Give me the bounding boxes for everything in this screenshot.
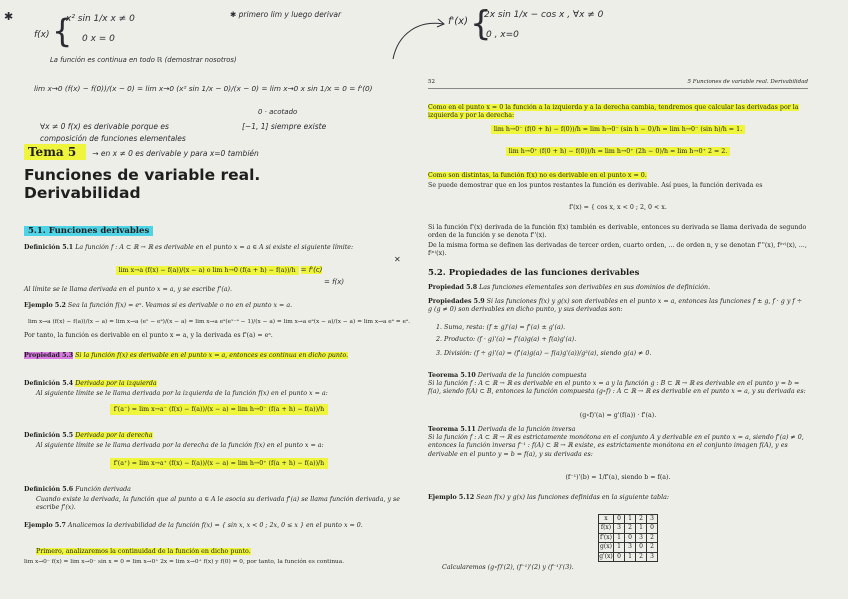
thm-5-11-text: Si la función f : A ⊂ ℝ → ℝ es estrictamente monótona en el conjunto A y derivable en el punto x = a, siendo f'(a) ≠ 0, entonces la función inversa f⁻¹ : f(A) ⊂ ℝ → ℝ existe, es estrictamente monótona en el conjunto imagen f(A), y es derivable en el punto y = b = f(a), y su derivada es: <box>428 434 804 458</box>
derivability-note-3: → en x ≠ 0 es derivable y para x=0 también <box>92 149 259 158</box>
table-cell: 3 <box>636 533 647 542</box>
derivative-case1: 2x sin 1/x − cos x , ∀x ≠ 0 <box>484 10 604 20</box>
p2-text: Como son distintas, la función f(x) no es derivable en el punto x = 0. <box>428 172 647 179</box>
section-5-1-heading: 5.1. Funciones derivables <box>24 226 153 236</box>
ex-5-12-text: Sean f(x) y g(x) las funciones definidas en la siguiente tabla: <box>476 494 669 501</box>
thm-5-10-title: Derivada de la función compuesta <box>477 372 587 379</box>
section-5-2-heading: 5.2. Propiedades de las funciones derivables <box>428 268 640 278</box>
thm-5-10-label: Teorema 5.10 <box>428 372 476 379</box>
table-cell: f'(x) <box>600 533 612 541</box>
handwritten-fc: = f'(c) <box>300 266 323 274</box>
derivative-brace: { <box>470 4 492 44</box>
def-5-4-formula: f'(a⁻) = lim x→a⁻ (f(x) − f(a))/(x − a) = lim h→0⁻ (f(a + h) − f(a))/h <box>110 404 329 415</box>
table-cell: 3 <box>647 515 658 524</box>
derivability-note-1: ∀x ≠ 0 f(x) es derivable porque es <box>40 122 169 131</box>
p5-text: De la misma forma se definen las derivadas de tercer orden, cuarto orden, ... de orden n, y se denotan f'''(x), f⁽ⁱᵛ⁾(x), ..., f⁽ⁿ⁾(x). <box>428 242 807 258</box>
table-cell: 2 <box>647 533 658 542</box>
fprime-definition: f'(x) = { cos x, x < 0 ; 2, 0 < x. <box>569 204 667 211</box>
bounded-note: 0 · acotado <box>258 108 298 116</box>
table-cell: 0 <box>636 543 647 552</box>
left-derivative-formula: lim h→0⁻ (f(0 + h) − f(0))/h = lim h→0⁻ (sin h − 0)/h = lim h→0⁻ (sin h)/h = 1. <box>491 125 745 134</box>
derivative-lhs: f'(x) <box>448 16 468 27</box>
table-cell: x <box>599 515 614 524</box>
thm-5-10-formula: (g∘f)'(a) = g'(f(a)) · f'(a). <box>579 412 657 419</box>
table-cell: 1 <box>625 552 636 561</box>
def-5-6-label: Definición 5.6 <box>24 486 74 493</box>
ex-5-2-after: Por tanto, la función es derivable en el punto x = a, y la derivada es f'(a) = eᵃ. <box>24 332 273 339</box>
page-number: 52 <box>428 79 435 85</box>
arrow-annotation <box>388 14 448 64</box>
table-cell: 0 <box>625 533 636 542</box>
table-cell: g(x) <box>600 543 612 551</box>
f-definition-lhs: f(x) <box>34 30 50 40</box>
table-cell: 0 <box>614 515 625 524</box>
table-cell: f(x) <box>599 524 614 533</box>
prop-5-8-text: Las funciones elementales son derivables en sus dominios de definición. <box>479 284 711 291</box>
star-mark: ✱ <box>4 10 14 23</box>
derivative-case2: 0 , x=0 <box>486 30 519 40</box>
table-cell: 2 <box>636 515 647 524</box>
rule-sum: 1. Suma, resta: (f ± g)'(a) = f'(a) ± g'(a). <box>436 324 566 331</box>
thm-5-11-label: Teorema 5.11 <box>428 426 476 433</box>
running-header: 5 Funciones de variable real. Derivabilidad <box>687 79 808 85</box>
header-rule <box>428 88 808 89</box>
def-5-4-text: Al siguiente límite se le llama derivada por la izquierda de la función f(x) en el punto x = a: <box>36 390 328 397</box>
chapter-title-line2: Derivabilidad <box>24 184 141 202</box>
table-cell: 2 <box>625 524 636 533</box>
thm-5-11-title: Derivada de la función inversa <box>477 426 576 433</box>
def-5-6-title: Función derivada <box>75 486 131 493</box>
p3-text: Se puede demostrar que en los puntos restantes la función es derivable. Así pues, la función derivada es <box>428 182 763 189</box>
thm-5-10-text: Si la función f : A ⊂ ℝ → ℝ es derivable en el punto x = a y la función g : B ⊂ ℝ → ℝ es derivable en el punto y = b = f(a), siendo f(A) ⊂ B, entonces la función compuesta (g∘f) : A ⊂ ℝ → ℝ es derivable en el punto x = a, y su derivada es: <box>428 380 806 396</box>
def-5-1-after: Al límite se le llama derivada en el punto x = a, y se escribe f'(a). <box>24 286 233 293</box>
order-note: ✱ primero lim y luego derivar <box>230 10 342 19</box>
table-cell: 2 <box>636 552 647 561</box>
table-cell: g'(x) <box>599 552 613 560</box>
f-definition-case1: x² sin 1/x x ≠ 0 <box>66 14 135 24</box>
def-5-1-label: Definición 5.1 <box>24 244 74 251</box>
values-table <box>598 514 658 562</box>
def-5-5-title: Derivada por la derecha <box>75 432 153 439</box>
handwritten-fx: = f(x) <box>324 278 345 286</box>
chapter-title-line1: Funciones de variable real. <box>24 166 261 184</box>
table-row <box>599 552 658 561</box>
prop-5-9-label: Propiedades 5.9 <box>428 298 485 305</box>
def-5-5-formula: f'(a⁺) = lim x→a⁺ (f(x) − f(a))/(x − a) = lim h→0⁺ (f(a + h) − f(a))/h <box>110 458 329 469</box>
right-derivative-formula: lim h→0⁺ (f(0 + h) − f(0))/h = lim h→0⁺ (2h − 0)/h = lim h→0⁺ 2 = 2. <box>506 147 731 156</box>
thm-5-11-formula: (f⁻¹)'(b) = 1/f'(a), siendo b = f(a). <box>565 474 671 481</box>
ex-5-7-first: Primero, analizaremos la continuidad de la función en dicho punto. <box>36 548 251 555</box>
def-5-6-text: Cuando existe la derivada, la función que al punto a ∈ A le asocia su derivada f'(a) se llama función derivada, y se escribe f'(x). <box>36 496 400 512</box>
ex-5-12-label: Ejemplo 5.12 <box>428 494 475 501</box>
def-5-1-text: La función f : A ⊂ ℝ → ℝ es derivable en el punto x = a ∈ A si existe el siguiente límite: <box>75 244 354 251</box>
table-cell: 3 <box>625 543 636 552</box>
def-5-4-title: Derivada por la izquierda <box>75 380 157 387</box>
ex-5-2-text: Sea la función f(x) = eˣ. Veamos si es derivable o no en el punto x = a. <box>67 302 293 309</box>
chapter-label: Tema 5 <box>24 144 86 160</box>
table-row <box>599 524 658 533</box>
table-cell: 1 <box>614 543 625 552</box>
table-row <box>599 515 658 524</box>
rule-division: 3. División: (f ÷ g)'(a) = (f'(a)g(a) − f(a)g'(a))/g²(a), siendo g(a) ≠ 0. <box>436 350 652 357</box>
prop-5-8-label: Propiedad 5.8 <box>428 284 478 291</box>
limit-derivation: lim x→0 (f(x) − f(0))/(x − 0) = lim x→0 (x² sin 1/x − 0)/(x − 0) = lim x→0 x sin 1/x = 0 = f'(0) <box>34 84 373 93</box>
cross-mark: ✕ <box>394 255 401 264</box>
prop-5-3-label: Propiedad 5.3 <box>24 352 74 359</box>
ex-5-7-text: Analicemos la derivabilidad de la función f(x) = { sin x, x < 0 ; 2x, 0 ≤ x } en el punto x = 0. <box>67 522 363 529</box>
def-5-5-label: Definición 5.5 <box>24 432 74 439</box>
table-cell: 1 <box>625 515 636 524</box>
table-row <box>599 543 658 552</box>
continuity-note: La función es continua en todo ℝ (demostrar nosotros) <box>50 56 237 64</box>
table-cell: 0 <box>647 524 658 533</box>
ex-5-2-label: Ejemplo 5.2 <box>24 302 66 309</box>
f-definition-brace: { <box>52 12 73 50</box>
table-cell: 3 <box>647 552 658 561</box>
ex-5-7-limit: lim x→0⁻ f(x) = lim x→0⁻ sin x = 0 = lim x→0⁺ 2x = lim x→0⁺ f(x) y f(0) = 0, por tanto, la función es continua. <box>24 559 345 565</box>
rule-product: 2. Producto: (f · g)'(a) = f'(a)g(a) + f(a)g'(a). <box>436 336 577 343</box>
table-cell: 1 <box>636 524 647 533</box>
ex-5-12-calc: Calcularemos (g∘f)'(2), (f⁻¹)'(2) y (f⁻¹)'(3). <box>442 564 574 571</box>
def-5-1-formula: lim x→a (f(x) − f(a))/(x − a) o lim h→0 (f(a + h) − f(a))/h <box>116 266 299 275</box>
table-cell: 3 <box>614 524 625 533</box>
def-5-4-label: Definición 5.4 <box>24 380 74 387</box>
p4-text: Si la función f'(x) derivada de la función f(x) también es derivable, entonces su derivada se llama derivada de segundo orden de la función y se denota f''(x). <box>428 224 807 240</box>
prop-5-9-text: Si las funciones f(x) y g(x) son derivables en el punto x = a, entonces las funciones f ± g, f · g y f ÷ g (g ≠ 0) son derivables en dicho punto, y sus derivadas son: <box>428 298 802 314</box>
derivability-note-2: composición de funciones elementales <box>40 134 186 143</box>
bounded-interval-note: [−1, 1] siempre existe <box>242 122 327 131</box>
table-cell: 2 <box>647 543 658 552</box>
def-5-5-text: Al siguiente límite se le llama derivada por la derecha de la función f(x) en el punto x = a: <box>36 442 324 449</box>
prop-5-3-text: Si la función f(x) es derivable en el punto x = a, entonces es continua en dicho punto. <box>75 352 349 359</box>
p1-text: Como en el punto x = 0 la función a la izquierda y a la derecha cambia, tendremos que calcular las derivadas por la izquierda y por la derecha: <box>428 104 799 120</box>
table-cell: 0 <box>614 552 625 561</box>
ex-5-2-formula: lim x→a (f(x) − f(a))/(x − a) = lim x→a (eˣ − eᵃ)/(x − a) = lim x→a eᵃ(eˣ⁻ᵃ − 1)/(x − a) = lim x→a eᵃ(x − a)/(x − a) = lim x→a eᵃ = eᵃ. <box>27 319 411 325</box>
table-row <box>599 533 658 542</box>
ex-5-7-label: Ejemplo 5.7 <box>24 522 66 529</box>
f-definition-case2: 0 x = 0 <box>82 34 115 44</box>
table-cell: 1 <box>614 533 625 542</box>
